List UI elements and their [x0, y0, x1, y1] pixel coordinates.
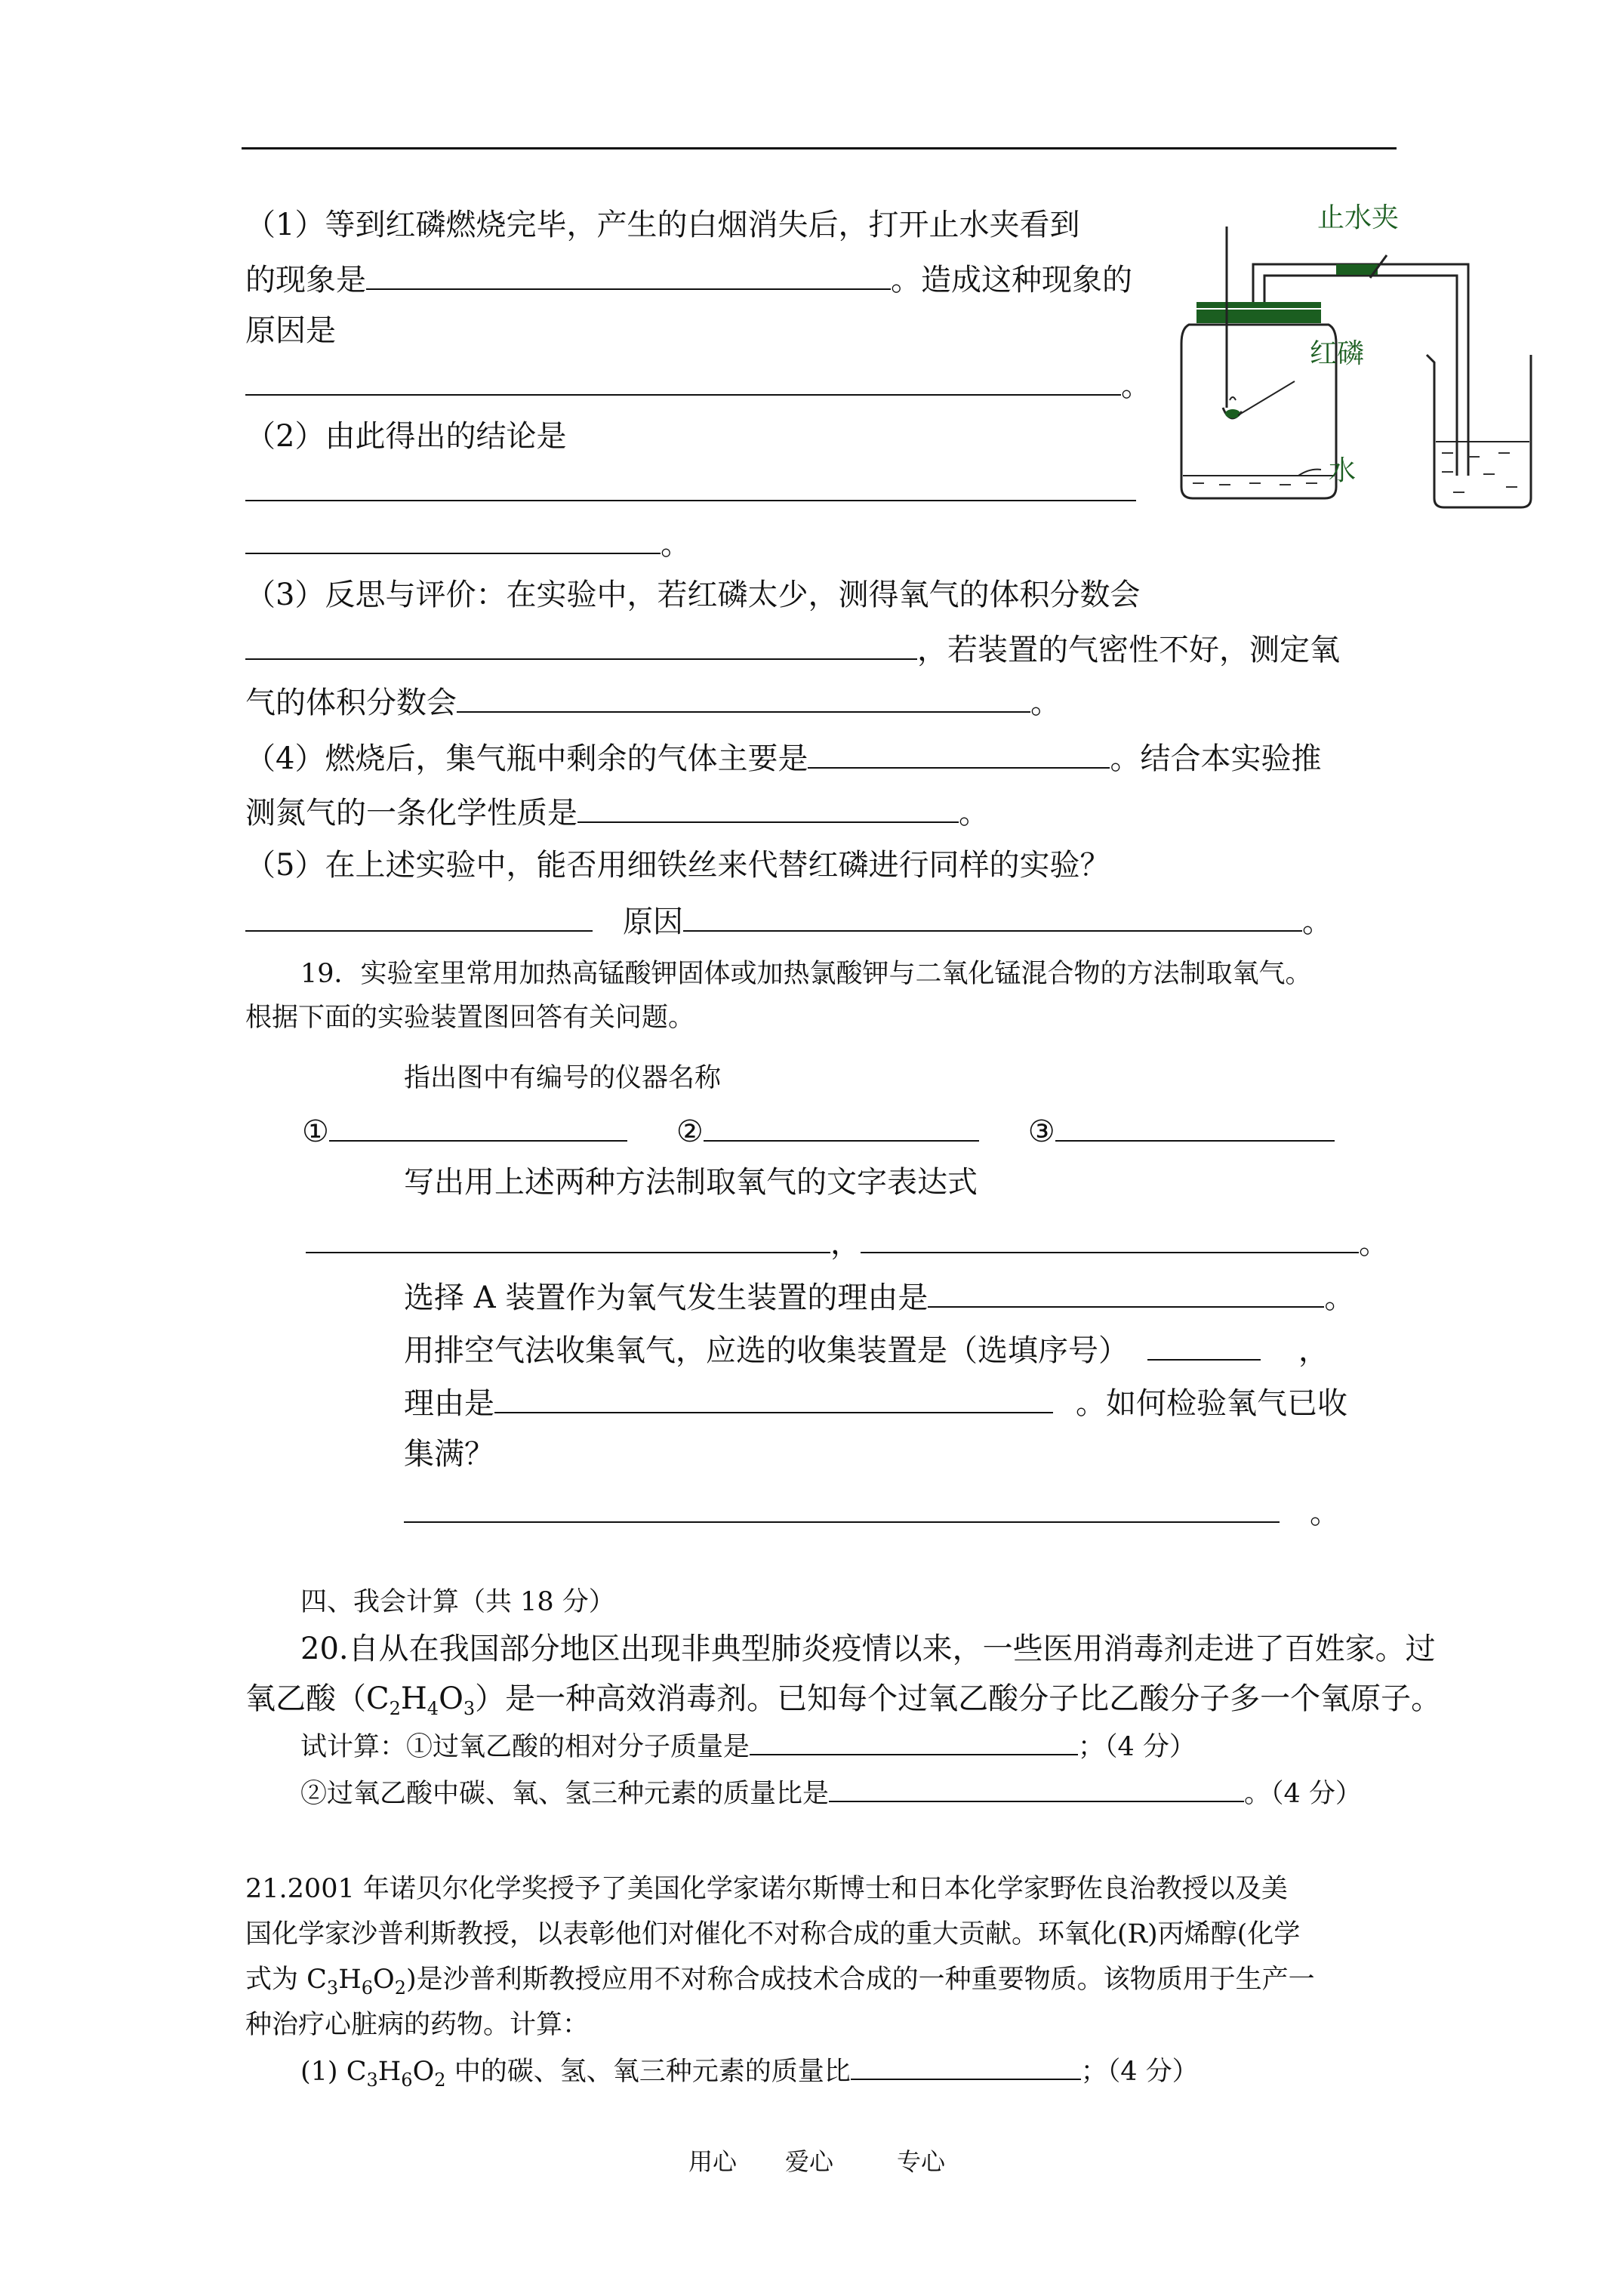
q20-line2: 氧乙酸$(C_2H_4O_3)$是一种高效消毒剂。已知每个过氧乙酸分子比乙酸分子多一个氧原子。 [245, 1681, 1442, 1719]
q18-part2-line3: 。 [245, 522, 691, 564]
answer-blank[interactable] [245, 900, 593, 932]
q20-line1: 20.自从在我国部分地区出现非典型肺炎疫情以来，一些医用消毒剂走进了百姓家。过 [300, 1632, 1436, 1666]
answer-blank[interactable] [829, 1775, 1244, 1802]
phosphorus-combustion-apparatus-diagram [1166, 196, 1548, 513]
q21-sub1: (1) $C_3H_6O_2$ 中的碳、氢、氧三种元素的质量比 ；（4 分） [300, 2052, 1199, 2100]
q19-intro-line1: 19．实验室里常用加热高锰酸钾固体或加热氯酸钾与二氧化锰混合物的方法制取氧气。 [300, 959, 1312, 989]
answer-blank[interactable] [457, 681, 1030, 713]
q18-part5-line2: 原因 。 [245, 900, 1332, 942]
q19-instruction-names: 指出图中有编号的仪器名称 [404, 1063, 722, 1093]
q20-calc-1: 试计算：①过氧乙酸的相对分子质量是 ；（4 分） [300, 1727, 1196, 1767]
q18-part1-line1: （1）等到红磷燃烧完毕，产生的白烟消失后，打开止水夹看到 [245, 208, 1080, 242]
answer-blank[interactable] [808, 737, 1110, 769]
q18-part3-line2: ，若装置的气密性不好，测定氧 [245, 628, 1340, 670]
answer-blank[interactable] [928, 1276, 1324, 1308]
q21-line1: 21.2001 年诺贝尔化学奖授予了美国化学家诺尔斯博士和日本化学家野佐良治教授以及美 [245, 1874, 1288, 1904]
q19-expression-blanks: ， 。 [306, 1222, 1389, 1263]
answer-blank[interactable] [1147, 1329, 1261, 1361]
answer-blank[interactable] [245, 522, 661, 554]
header-rule [242, 147, 1397, 149]
answer-blank[interactable] [1055, 1110, 1335, 1142]
water-label: 水 [1329, 455, 1357, 486]
q21-line4: 种治疗心脏病的药物。计算： [245, 2010, 590, 2040]
q19-instrument-blanks: ① ② ③ [302, 1110, 1335, 1151]
q20-calc-2: ②过氧乙酸中碳、氧、氢三种元素的质量比是 。（4 分） [300, 1774, 1362, 1814]
footer-text-3: 专心 [897, 2147, 946, 2176]
answer-blank[interactable] [577, 791, 959, 823]
q18-part2-line1: （2）由此得出的结论是 [245, 419, 567, 454]
q19-reason: 理由是 。如何检验氧气已收 [404, 1382, 1347, 1423]
answer-blank[interactable] [306, 1222, 830, 1253]
q18-part4-line2: 测氮气的一条化学性质是 。 [245, 791, 989, 833]
q19-check-blank: 。 [404, 1491, 1340, 1533]
phosphorus-label: 红磷 [1310, 338, 1365, 369]
section-heading: 四、我会计算（共 18 分） [300, 1587, 615, 1617]
q18-part5-line1: （5）在上述实验中，能否用细铁丝来代替红磷进行同样的实验？ [245, 848, 1110, 883]
q18-part3-line3: 气的体积分数会 。 [245, 681, 1061, 723]
answer-blank[interactable] [750, 1728, 1078, 1755]
q19-instruction-expression: 写出用上述两种方法制取氧气的文字表达式 [404, 1165, 978, 1200]
q18-part2-line2 [245, 470, 1136, 511]
answer-blank[interactable] [329, 1110, 627, 1142]
answer-blank[interactable] [245, 364, 1121, 396]
clamp-label: 止水夹 [1317, 202, 1400, 233]
q18-part3-line1: （3）反思与评价：在实验中，若红磷太少，测得氧气的体积分数会 [245, 578, 1141, 612]
q21-line2: 国化学家沙普利斯教授，以表彰他们对催化不对称合成的重大贡献。环氧化(R)丙烯醇(化学 [245, 1919, 1301, 1949]
q18-part1-line4: 。 [245, 364, 1151, 405]
q18-part1-line2: 的现象是 。造成这种现象的 [245, 258, 1132, 300]
q19-full: 集满？ [404, 1437, 494, 1472]
q19-choose-a: 选择 A 装置作为氧气发生装置的理由是 。 [404, 1276, 1354, 1318]
answer-blank[interactable] [494, 1382, 1053, 1413]
answer-blank[interactable] [861, 1222, 1359, 1253]
answer-blank[interactable] [245, 628, 917, 660]
q19-intro-line2: 根据下面的实验装置图回答有关问题。 [245, 1003, 695, 1033]
q21-line3: 式为 $C_3H_6O_2$)是沙普利斯教授应用不对称合成技术合成的一种重要物质。该物质用于生产一 [245, 1965, 1315, 1999]
q19-collect: 用排空气法收集氧气，应选的收集装置是（选填序号） ， [404, 1329, 1329, 1370]
answer-blank[interactable] [366, 258, 891, 290]
answer-blank[interactable] [245, 470, 1136, 501]
answer-blank[interactable] [404, 1491, 1280, 1523]
q18-part4-line1: （4）燃烧后，集气瓶中剩余的气体主要是 。结合本实验推 [245, 737, 1321, 778]
answer-blank[interactable] [704, 1110, 979, 1142]
answer-blank[interactable] [683, 900, 1302, 932]
footer-text-1: 用心 [688, 2147, 738, 2176]
footer-text-2: 爱心 [785, 2147, 834, 2176]
answer-blank[interactable] [851, 2053, 1081, 2080]
q18-part1-line3: 原因是 [245, 313, 336, 348]
